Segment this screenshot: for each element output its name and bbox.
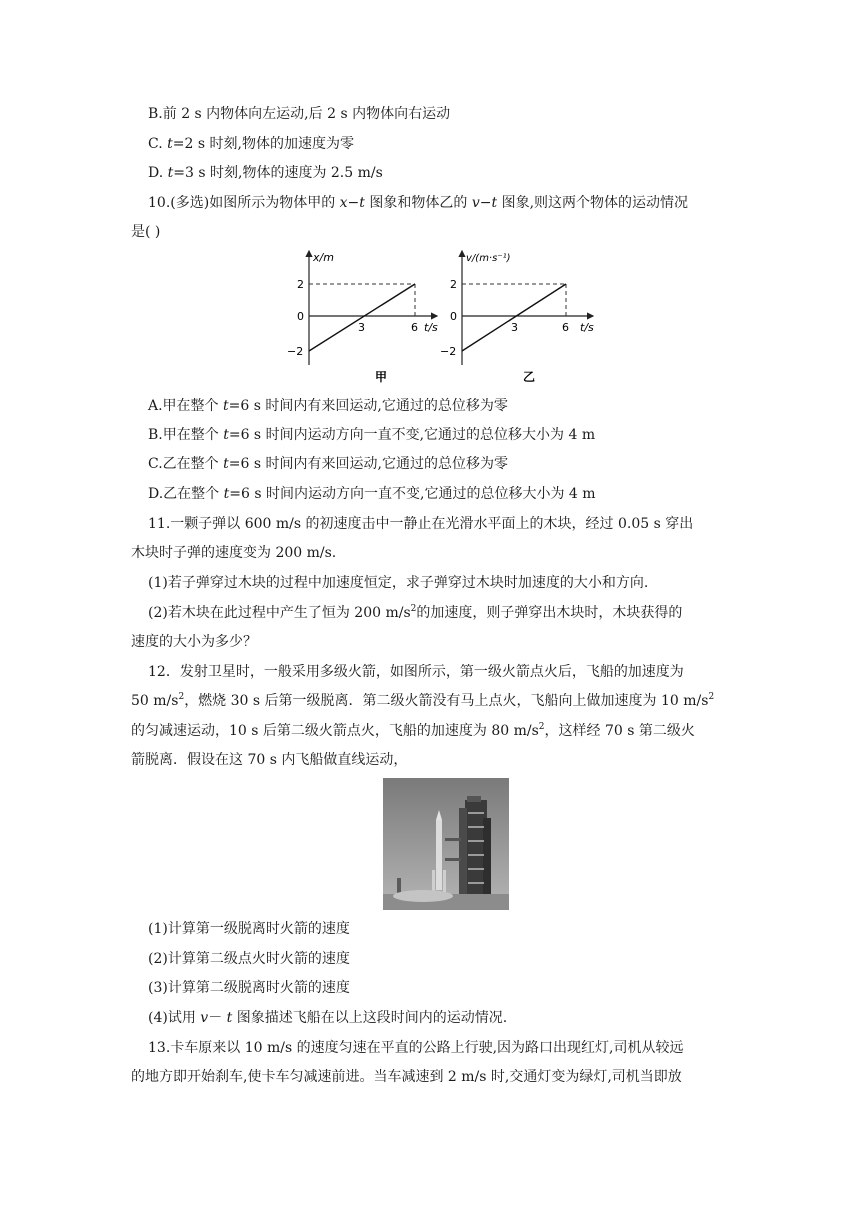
q10-option-b: B.甲在整个 t=6 s 时间内运动方向一直不变,它通过的总位移大小为 4 m — [148, 427, 596, 443]
graph-yi-xtick-3: 3 — [511, 321, 518, 334]
q10-option-c: C.乙在整个 t=6 s 时间内有来回运动,它通过的总位移为零 — [148, 456, 508, 472]
graph-jia-xtick-6: 6 — [411, 321, 418, 334]
q11-stem-line1: 11.一颗子弹以 600 m/s 的初速度击中一静止在光滑水平面上的木块，经过 0.05 s 穿出 — [148, 516, 694, 532]
q9-option-c: C. t=2 s 时刻,物体的加速度为零 — [148, 136, 354, 152]
graph-yi-ytick-neg2: −2 — [440, 345, 457, 358]
graph-yi-data-line — [462, 284, 566, 351]
q12-stem-line4: 箭脱离．假设在这 70 s 内飞船做直线运动， — [131, 752, 408, 768]
graph-jia-y-label: x/m — [313, 251, 334, 264]
q13-stem-line1: 13.卡车原来以 10 m/s 的速度匀速在平直的公路上行驶,因为路口出现红灯,司机从较远 — [148, 1040, 684, 1056]
q12-stem-line2: 50 $m/s^2$，燃烧 30 s 后第一级脱离．第二级火箭没有马上点火，飞船向上做加速度为 10 $m/s^2$ — [131, 692, 715, 709]
graph-jia-ytick-neg2: −2 — [287, 345, 304, 358]
graph-yi-ytick-2: 2 — [450, 278, 457, 291]
q12-sub1: (1)计算第一级脱离时火箭的速度 — [148, 921, 350, 937]
graph-jia-data-line — [309, 284, 415, 351]
q10-option-a: A.甲在整个 t=6 s 时间内有来回运动,它通过的总位移为零 — [148, 398, 508, 414]
graph-yi-ytick-0: 0 — [450, 310, 457, 323]
graph-yi-v-t — [438, 247, 603, 389]
graph-yi-caption: 乙 — [523, 370, 536, 384]
graph-yi-xtick-6: 6 — [562, 321, 569, 334]
q9-option-d: D. t=3 s 时刻,物体的速度为 2.5 m/s — [148, 165, 383, 181]
q12-sub3: (3)计算第二级脱离时火箭的速度 — [148, 980, 350, 996]
graph-jia-x-label: t/s — [424, 321, 438, 334]
q11-sub2-line1: (2)若木块在此过程中产生了恒为 200 $m/s^2$的加速度，则子弹穿出木块时，木块获得的 — [148, 604, 683, 621]
graph-yi-y-label: v/(m·s⁻¹) — [466, 253, 511, 264]
graph-jia-ytick-0: 0 — [297, 310, 304, 323]
q11-sub2-line2: 速度的大小为多少？ — [131, 634, 257, 650]
q12-stem-line1: 12．发射卫星时，一般采用多级火箭，如图所示，第一级火箭点火后，飞船的加速度为 — [148, 664, 684, 680]
q12-stem-line3: 的匀减速运动，10 s 后第二级火箭点火，飞船的加速度为 80 $m/s^2$，这样经 70 s 第二级火 — [131, 722, 695, 739]
q10-option-d: D.乙在整个 t=6 s 时间内运动方向一直不变,它通过的总位移大小为 4 m — [148, 486, 596, 502]
q12-sub2: (2)计算第二级点火时火箭的速度 — [148, 951, 350, 967]
rocket-launch-photo — [383, 778, 509, 910]
q13-stem-line2: 的地方即开始刹车,使卡车匀减速前进。当车减速到 2 m/s 时,交通灯变为绿灯,司机当即放 — [131, 1069, 682, 1085]
q11-stem-line2: 木块时子弹的速度变为 200 m/s. — [131, 545, 337, 561]
q10-stem-line1: 10.(多选)如图所示为物体甲的 x−t 图象和物体乙的 v−t 图象,则这两个物体的运动情况 — [148, 195, 689, 211]
q9-option-b: B.前 2 s 内物体向左运动,后 2 s 内物体向右运动 — [148, 106, 451, 122]
graph-jia-xtick-3: 3 — [358, 321, 365, 334]
q10-stem-line2: 是( ) — [131, 224, 161, 240]
graph-jia-ytick-2: 2 — [297, 278, 304, 291]
q12-sub4: (4)试用 v－ t 图象描述飞船在以上这段时间内的运动情况. — [148, 1010, 508, 1026]
graph-yi-x-label: t/s — [580, 321, 594, 334]
graph-jia-caption: 甲 — [375, 370, 388, 384]
graph-jia-x-t — [285, 247, 445, 389]
q11-sub1: (1)若子弹穿过木块的过程中加速度恒定，求子弹穿过木块时加速度的大小和方向. — [148, 575, 649, 591]
